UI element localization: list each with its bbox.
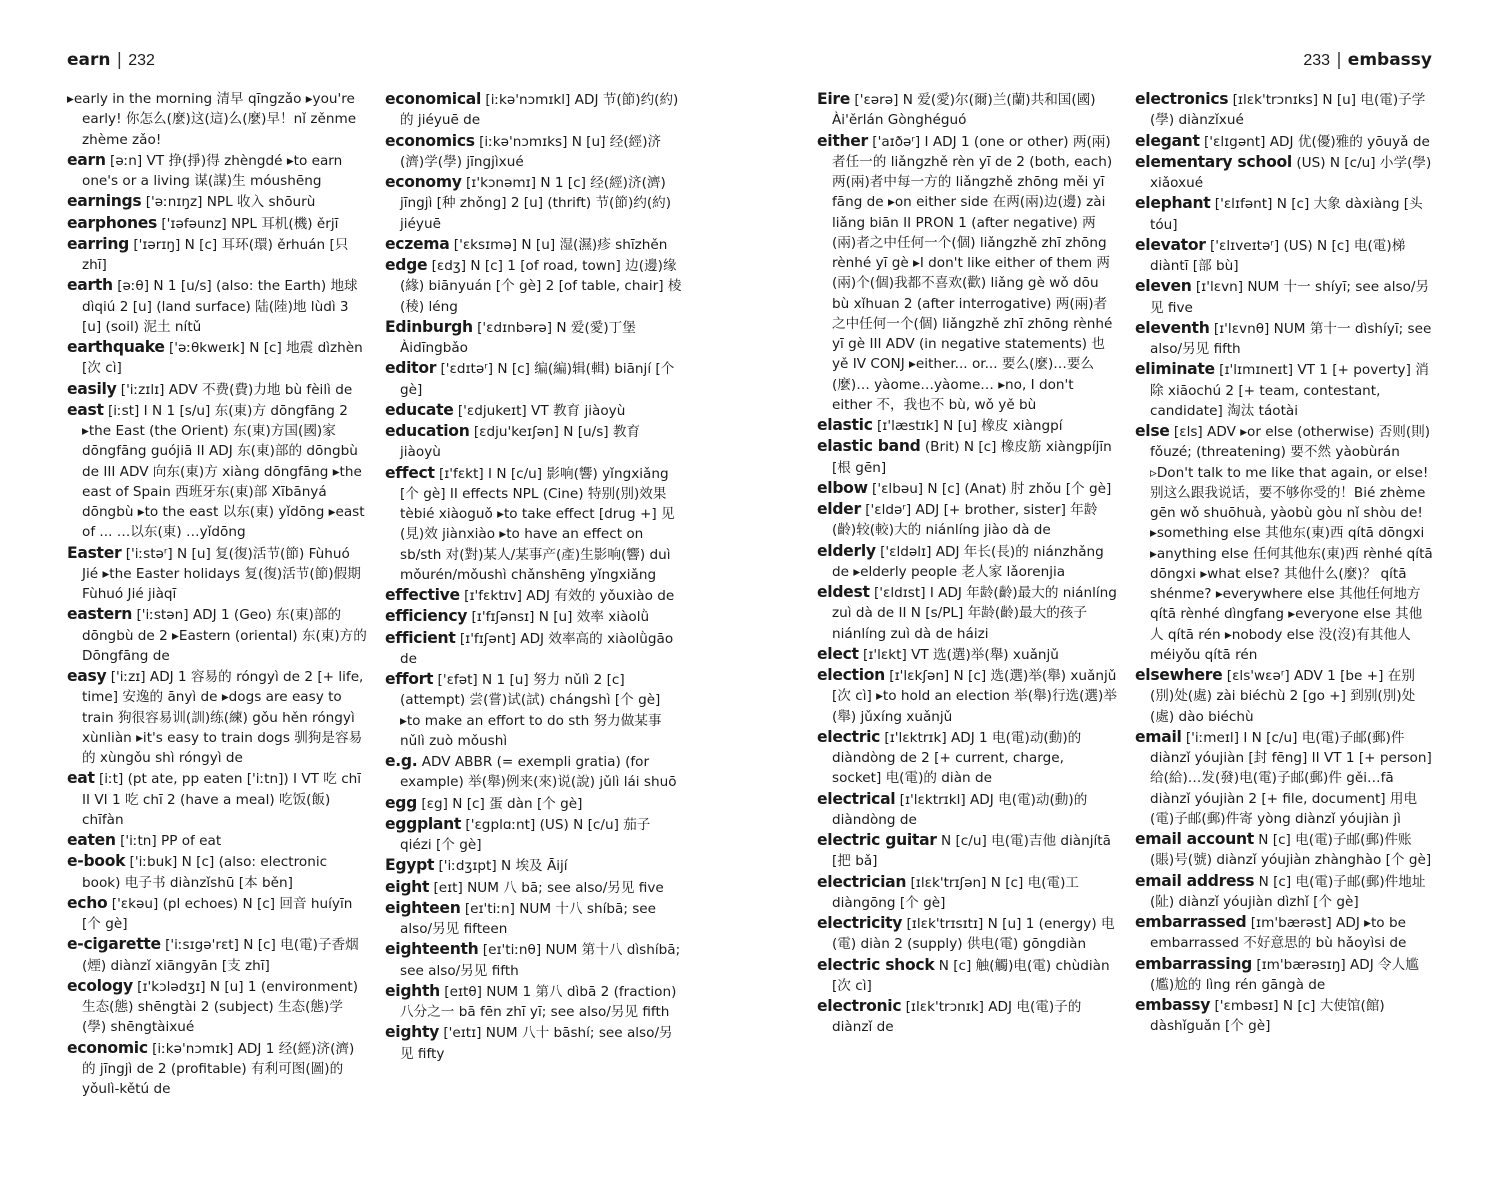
dictionary-entry bbox=[817, 89, 1117, 131]
dictionary-entry bbox=[1135, 152, 1435, 194]
headword: economic bbox=[67, 1038, 148, 1057]
headword: elect bbox=[817, 644, 859, 663]
entry-definition: [ɪ'lɛvnθ] NUM 第十一 dìshíyī; see also/另见 fifth bbox=[1150, 320, 1432, 357]
entry-definition: [ɪ'kɔnəmɪ] N 1 [c] 经(經)济(濟) jīngjì [种 zhǒng] 2 [u] (thrift) 节(節)约(約) jiéyuē bbox=[400, 175, 672, 232]
dictionary-entry bbox=[67, 191, 367, 212]
headword: editor bbox=[385, 359, 437, 378]
headword: edge bbox=[385, 256, 428, 274]
headword: eight bbox=[385, 877, 430, 896]
entry-definition: [iːst] I N 1 [s/u] 东(東)方 dōngfāng 2 ▸the East (the Orient) 东(東)方国(國)家 dōngfāng guójiā II ADJ 东(東)部的 dōngbù de III ADV 向东(東)方 xiàng dōngfāng ▸the east of Spain 西班牙东(東)部 Xībānyá dōngbù ▸to the east 以东(東) yǐdōng ▸east of ... …以东(東) …yǐdōng bbox=[82, 402, 365, 541]
headword: efficiency bbox=[385, 607, 468, 626]
dictionary-entry bbox=[67, 275, 367, 337]
dictionary-entry bbox=[385, 751, 685, 793]
dictionary-entry bbox=[385, 981, 685, 1023]
dictionary-entry bbox=[1135, 871, 1435, 913]
headword: egg bbox=[385, 793, 418, 812]
headword: eighteenth bbox=[385, 940, 479, 959]
entry-definition: ADV ABBR (= exempli gratia) (for example) 举(舉)例来(來)说(說) jǔlì lái shuō bbox=[400, 754, 677, 791]
entry-definition: [iːt] (pt ate, pp eaten ['iːtn]) I VT 吃 chī II VI 1 吃 chī 2 (have a meal) 吃饭(飯) chīfàn bbox=[82, 771, 362, 828]
entry-definition: ['eɪtɪ] NUM 八十 bāshí; see also/另见 fifty bbox=[400, 1025, 673, 1062]
entry-definition: [ɪlɛk'trɔnɪk] ADJ 电(電)子的 diànzǐ de bbox=[832, 999, 1082, 1036]
entry-definition: [ɪ'lɪmɪneɪt] VT 1 [+ poverty] 消除 xiāochú 2 [+ team, contestant, candidate] 淘汰 táotài bbox=[1150, 362, 1429, 419]
entry-definition: N [c] 电(電)子邮(郵)件账(賬)号(號) diànzǐ yóujiàn zhànghào [个 gè] bbox=[1150, 832, 1432, 869]
entry-definition: ['iːstən] ADJ 1 (Geo) 东(東)部的 dōngbù de 2 ▸Eastern (oriental) 东(東)方的 Dōngfāng de bbox=[82, 607, 367, 664]
entry-definition: ['ɛgplɑːnt] (US) N [c/u] 茄子 qiézi [个 gè] bbox=[400, 816, 651, 853]
entry-definition: ['iːzɪ] ADJ 1 容易的 róngyì de 2 [+ life, time] 安逸的 ānyì de ▸dogs are easy to train 狗很容易训(訓)练(練) gǒu hěn róngyì xùnliàn ▸it's easy to train dogs 驯狗是容易的 xùngǒu shì róngyì de bbox=[82, 669, 364, 766]
headword: electric shock bbox=[817, 955, 935, 974]
dictionary-entry bbox=[385, 585, 685, 606]
dictionary-entry bbox=[1135, 421, 1435, 665]
headword: Egypt bbox=[385, 856, 435, 875]
dictionary-entry bbox=[817, 665, 1117, 727]
entry-definition: [ɪ'fɛkt] I N [c/u] 影响(響) yǐngxiǎng [个 gè] II effects NPL (Cine) 特别(別)效果 tèbié xiàoguǒ ▸to take effect [drug +] 见(見)效 jiànxiào ▸to have an effect on sb/sth 对(對)某人/某事产(產)生影响(響) duì mǒurén/mǒushì chǎnshēng yǐngxiǎng bbox=[400, 465, 675, 583]
entry-definition: ['ɪərɪŋ] N [c] 耳环(環) ěrhuán [只 zhī] bbox=[82, 236, 349, 273]
headword: embassy bbox=[1135, 996, 1211, 1014]
entry-definition: N [c/u] 电(電)吉他 diànjítā [把 bǎ] bbox=[832, 833, 1111, 870]
dictionary-entry bbox=[1135, 193, 1435, 235]
headword: Easter bbox=[67, 543, 122, 562]
dictionary-entry bbox=[817, 541, 1117, 583]
entry-definition: ['ɛdɪtəʳ] N [c] 编(編)辑(輯) biānjí [个 gè] bbox=[400, 361, 675, 398]
headword: Edinburgh bbox=[385, 317, 473, 336]
headword: elevator bbox=[1135, 235, 1206, 254]
dictionary-entry bbox=[67, 893, 367, 935]
headword: electronics bbox=[1135, 90, 1229, 108]
entry-definition: [ɪ'lɛktrɪk] ADJ 1 电(電)动(動)的 diàndòng de 2 [+ current, charge, socket] 电(電)的 diàn de bbox=[832, 729, 1082, 787]
dictionary-entry bbox=[1135, 276, 1435, 318]
dictionary-entry bbox=[67, 1038, 367, 1100]
dictionary-entry bbox=[385, 606, 685, 627]
headword: eleventh bbox=[1135, 318, 1210, 337]
entry-definition: [ɪ'fɪʃənsɪ] N [u] 效率 xiàolǜ bbox=[471, 609, 650, 626]
headword: either bbox=[817, 131, 868, 150]
entry-definition: ['iːzɪlɪ] ADV 不费(費)力地 bù fèilì de bbox=[120, 381, 353, 398]
dictionary-entry bbox=[385, 358, 685, 400]
headword: earnings bbox=[67, 192, 142, 211]
page-number-left: 232 bbox=[128, 52, 155, 69]
entry-definition: ['iːbuk] N [c] (also: electronic book) 电子书 diànzǐshū [本 běn] bbox=[82, 854, 328, 891]
entry-definition: ['ɛldɪst] I ADJ 年龄(齡)最大的 niánlíng zuì dà de II N [s/PL] 年龄(齡)最大的孩子 niánlíng zuì dà de háizi bbox=[832, 585, 1117, 642]
headword: earth bbox=[67, 276, 113, 295]
dictionary-entry bbox=[67, 89, 367, 150]
headword: economics bbox=[385, 131, 475, 150]
dictionary-entry bbox=[817, 872, 1117, 914]
dictionary-entry bbox=[817, 830, 1117, 872]
dictionary-entry bbox=[67, 213, 367, 234]
dictionary-entry bbox=[817, 727, 1117, 789]
dictionary-entry bbox=[1135, 727, 1435, 829]
dictionary-entry bbox=[385, 89, 685, 131]
entry-definition: [iːkə'nɔmɪks] N [u] 经(經)济(濟)学(學) jīngjìxué bbox=[400, 133, 662, 170]
dictionary-entry bbox=[385, 814, 685, 856]
dictionary-entry bbox=[385, 317, 685, 359]
entry-definition: [ɪm'bærəsɪŋ] ADJ 令人尴(尷)尬的 lìng rén gāngà de bbox=[1150, 956, 1419, 993]
headword: eighty bbox=[385, 1023, 440, 1042]
entry-definition: [iːkə'nɔmɪk] ADJ 1 经(經)济(濟)的 jīngjì de 2 (profitable) 有利可图(圖)的 yǒulì-kětú de bbox=[82, 1040, 355, 1097]
guide-word-right: embassy bbox=[1347, 50, 1432, 70]
headword: electrician bbox=[817, 872, 907, 891]
headword: echo bbox=[67, 893, 108, 912]
header-separator: | bbox=[1336, 50, 1342, 70]
entry-definition: [eɪ'tiːn] NUM 十八 shíbā; see also/另见 fifteen bbox=[400, 900, 657, 937]
dictionary-entry bbox=[67, 337, 367, 379]
headword: easily bbox=[67, 379, 117, 398]
entry-definition: ['iːmeɪl] I N [c/u] 电(電)子邮(郵)件 diànzǐ yóujiàn [封 fēng] II VT 1 [+ person] 给(給)…发(發)电(電)子邮(郵)件 gěi…fā diànzǐ yóujiàn 2 [+ file, document] 用电(電)子邮(郵)件寄 yòng diànzǐ yóujiàn jì bbox=[1150, 729, 1432, 827]
dictionary-entry bbox=[1135, 235, 1435, 277]
entry-definition: [eɪt] NUM 八 bā; see also/另见 five bbox=[433, 879, 664, 896]
dictionary-entry bbox=[67, 851, 367, 893]
headword: electrical bbox=[817, 789, 896, 808]
headword: elderly bbox=[817, 541, 876, 560]
dictionary-entry bbox=[385, 793, 685, 814]
headword: elder bbox=[817, 500, 861, 518]
dictionary-entry bbox=[67, 543, 367, 605]
entry-definition: [eɪ'tiːnθ] NUM 第十八 dìshíbā; see also/另见 fifth bbox=[400, 942, 681, 979]
dictionary-entry bbox=[67, 379, 367, 400]
headword: election bbox=[817, 666, 885, 684]
dictionary-entry bbox=[385, 855, 685, 876]
headword: e-cigarette bbox=[67, 935, 161, 954]
dictionary-entry bbox=[67, 234, 367, 276]
dictionary-entry bbox=[1135, 954, 1435, 996]
headword: effort bbox=[385, 670, 434, 688]
dictionary-entry bbox=[1135, 131, 1435, 152]
entry-definition: ['iːstəʳ] N [u] 复(復)活节(節) Fùhuó Jié ▸the Easter holidays 复(復)活节(節)假期 Fùhuó Jié jiàqī bbox=[82, 545, 361, 602]
headword: eldest bbox=[817, 583, 870, 601]
entry-definition: ['əːθkweɪk] N [c] 地震 dìzhèn [次 cì] bbox=[82, 340, 363, 377]
dictionary-entry bbox=[385, 131, 685, 173]
entry-definition: (US) N [c/u] 小学(學) xiǎoxué bbox=[1150, 154, 1432, 191]
entry-definition: ['ɛmbəsɪ] N [c] 大使馆(館) dàshǐguǎn [个 gè] bbox=[1150, 998, 1385, 1035]
headword: elementary school bbox=[1135, 152, 1292, 171]
dictionary-entry bbox=[385, 669, 685, 751]
headword: eczema bbox=[385, 234, 450, 253]
dictionary-entry bbox=[817, 996, 1117, 1038]
entry-definition: [ɪ'lɛvn] NUM 十一 shíyī; see also/另见 five bbox=[1150, 279, 1430, 316]
entry-definition: ['ɛkəu] (pl echoes) N [c] 回音 huíyīn [个 gè] bbox=[82, 895, 353, 932]
entry-definition: ['aɪðəʳ] I ADJ 1 (one or other) 两(兩)者任一的 liǎngzhě rèn yī de 2 (both, each) 两(兩)者中每一方的 liǎngzhě zhōng měi yī fāng de ▸on either side 在两(兩)边(邊) zài liǎng biān II PRON 1 (after negative) 两(兩)者之中任何一个(個) liǎngzhě zhī zhōng rènhé yī gè ▸I don't like either of them 两(兩)个(個)我都不喜欢(歡) liǎng gè wǒ dōu bù xǐhuan 2 (after interrogative) 两(兩)者之中任何一个(個) liǎngzhě zhī zhōng rènhé yī gè III ADV (in negative statements) 也 yě IV CONJ ▸either... or... 要么(麼)…要么(麼)… yàome…yàome… ▸no, I don't either 不，我也不 bù, wǒ yě bù bbox=[832, 133, 1113, 413]
entry-definition: ▸early in the morning 清早 qīngzǎo ▸you're early! 你怎么(麼)这(這)么(麼)早！nǐ zěnme zhème zǎo! bbox=[67, 91, 357, 148]
headword: Eire bbox=[817, 90, 851, 108]
entry-definition: N [c] 电(電)子邮(郵)件地址(阯) diànzǐ yóujiàn dìzhǐ [个 gè] bbox=[1150, 873, 1426, 910]
headword: earthquake bbox=[67, 338, 165, 356]
dictionary-entry bbox=[817, 131, 1117, 416]
entry-definition: [ɪlɛk'trɪʃən] N [c] 电(電)工 diàngōng [个 gè] bbox=[832, 874, 1079, 911]
headword: elbow bbox=[817, 478, 868, 497]
entry-definition: ['əːnɪŋz] NPL 收入 shōurù bbox=[145, 194, 316, 211]
entry-definition: [ɪ'fɛktɪv] ADJ 有效的 yǒuxiào de bbox=[464, 588, 675, 604]
entry-definition: [ɛdʒ] N [c] 1 [of road, town] 边(邊)缘(緣) biānyuán [个 gè] 2 [of table, chair] 棱(稜) léng bbox=[400, 258, 682, 315]
dictionary-entry bbox=[385, 172, 685, 234]
headword: eighteen bbox=[385, 898, 461, 917]
headword: efficient bbox=[385, 628, 456, 647]
headword: elsewhere bbox=[1135, 666, 1223, 684]
running-head-right bbox=[1303, 50, 1432, 70]
entry-definition: ['ɛlɪfənt] N [c] 大象 dàxiàng [头 tóu] bbox=[1150, 196, 1423, 233]
entry-definition: ['ɪəfəunz] NPL 耳机(機) ěrjī bbox=[161, 215, 339, 232]
dictionary-entry bbox=[817, 913, 1117, 955]
dictionary-entry bbox=[385, 939, 685, 981]
headword: email address bbox=[1135, 871, 1255, 890]
headword: eastern bbox=[67, 605, 133, 624]
headword: e.g. bbox=[385, 752, 418, 770]
dictionary-entry bbox=[67, 150, 367, 192]
entry-definition: ['ɛksɪmə] N [u] 湿(濕)疹 shīzhěn bbox=[453, 236, 668, 253]
entry-definition: ['ɛlɪgənt] ADJ 优(優)雅的 yōuyǎ de bbox=[1203, 133, 1430, 150]
dictionary-entry bbox=[385, 421, 685, 463]
page-number-right: 233 bbox=[1303, 52, 1331, 69]
headword: electric bbox=[817, 727, 881, 746]
dictionary-entry bbox=[67, 830, 367, 851]
headword: education bbox=[385, 422, 470, 440]
entry-definition: [eɪtθ] NUM 1 第八 dìbā 2 (fraction) 八分之一 bā fēn zhī yī; see also/另见 fifth bbox=[400, 983, 677, 1020]
headword: embarrassed bbox=[1135, 913, 1247, 931]
dictionary-entry bbox=[67, 934, 367, 976]
dictionary-entry bbox=[67, 768, 367, 830]
headword: electronic bbox=[817, 997, 902, 1015]
headword: educate bbox=[385, 400, 454, 419]
dictionary-column-2 bbox=[385, 89, 685, 1064]
dictionary-entry bbox=[385, 463, 685, 586]
headword: email bbox=[1135, 727, 1182, 746]
dictionary-entry bbox=[1135, 995, 1435, 1037]
dictionary-entry bbox=[817, 478, 1117, 499]
dictionary-entry bbox=[385, 234, 685, 255]
dictionary-entry bbox=[1135, 359, 1435, 421]
headword: east bbox=[67, 400, 104, 419]
headword: elegant bbox=[1135, 131, 1200, 150]
entry-definition: [ɛg] N [c] 蛋 dàn [个 gè] bbox=[421, 795, 583, 812]
entry-definition: ['ɛldəʳ] ADJ [+ brother, sister] 年龄(齡)较(較)大的 niánlíng jiào dà de bbox=[832, 502, 1098, 539]
headword: e-book bbox=[67, 852, 126, 871]
dictionary-entry bbox=[1135, 89, 1435, 131]
dictionary-entry bbox=[385, 255, 685, 317]
dictionary-entry bbox=[67, 400, 367, 543]
dictionary-entry bbox=[385, 898, 685, 940]
entry-definition: [ɛls] ADV ▸or else (otherwise) 否则(則) fǒuzé; (threatening) 要不然 yàobùrán ▹Don't talk to me like that again, or else! 别这么跟我说话，要不够你受的！Bié zhème gēn wǒ shuōhuà, yàobù gòu nǐ shòu de! ▸something else 其他东(東)西 qítā dōngxi ▸anything else 任何其他东(東)西 rènhé qítā dōngxi ▸what else? 其他什么(麼)？ qítā shénme? ▸everywhere else 其他任何地方 qítā rènhé dìngfang ▸everyone else 其他人 qítā rén ▸nobody else 没(沒)有其他人 méiyǒu qítā rén bbox=[1150, 424, 1433, 663]
dictionary-entry bbox=[385, 1022, 685, 1064]
guide-word-left: earn bbox=[67, 50, 111, 70]
headword: earn bbox=[67, 150, 106, 169]
entry-definition: [ɪ'lɛktrɪkl] ADJ 电(電)动(動)的 diàndòng de bbox=[832, 791, 1088, 828]
headword: email account bbox=[1135, 830, 1254, 848]
dictionary-column-4 bbox=[1135, 89, 1435, 1037]
dictionary-entry bbox=[67, 666, 367, 768]
entry-definition: ['iːdʒɪpt] N 埃及 Āijí bbox=[438, 858, 568, 875]
headword: eighth bbox=[385, 981, 440, 1000]
headword: eat bbox=[67, 769, 95, 788]
entry-definition: [əːn] VT 挣(掙)得 zhèngdé ▸to earn one's or a living 谋(謀)生 móushēng bbox=[82, 152, 343, 189]
headword: eliminate bbox=[1135, 360, 1215, 379]
entry-definition: ['ɛldəlɪ] ADJ 年长(長)的 niánzhǎng de ▸elderly people 老人家 lǎorenjia bbox=[832, 543, 1104, 580]
dictionary-entry bbox=[67, 976, 367, 1038]
dictionary-column-1 bbox=[67, 89, 367, 1099]
dictionary-entry bbox=[1135, 829, 1435, 871]
headword: electricity bbox=[817, 914, 903, 932]
entry-definition: ['ɛlɪveɪtəʳ] (US) N [c] 电(電)梯 diàntī [部 bù] bbox=[1150, 237, 1406, 274]
running-head-left bbox=[67, 50, 155, 70]
entry-definition: [ɛdju'keɪʃən] N [u/s] 教育 jiàoyù bbox=[400, 424, 641, 461]
headword: eggplant bbox=[385, 814, 462, 833]
entry-definition: [ɪ'lɛkt] VT 选(選)举(舉) xuǎnjǔ bbox=[863, 646, 1059, 663]
headword: eaten bbox=[67, 831, 116, 849]
dictionary-entry bbox=[1135, 318, 1435, 360]
entry-definition: [ɪ'læstɪk] N [u] 橡皮 xiàngpí bbox=[877, 418, 1063, 434]
entry-definition: ['ɛdjukeɪt] VT 教育 jiàoyù bbox=[457, 402, 626, 419]
dictionary-column-3 bbox=[817, 89, 1117, 1038]
dictionary-entry bbox=[1135, 912, 1435, 954]
entry-definition: [əːθ] N 1 [u/s] (also: the Earth) 地球 dìqiú 2 [u] (land surface) 陆(陸)地 lùdì 3 [u] (soil) 泥土 nítǔ bbox=[82, 278, 358, 335]
dictionary-entry bbox=[817, 499, 1117, 541]
headword: earring bbox=[67, 234, 129, 253]
headword: economy bbox=[385, 173, 462, 191]
dictionary-entry bbox=[817, 582, 1117, 644]
dictionary-entry bbox=[817, 789, 1117, 831]
headword: elastic bbox=[817, 416, 873, 434]
dictionary-entry bbox=[817, 415, 1117, 436]
headword: elephant bbox=[1135, 194, 1211, 213]
dictionary-entry bbox=[385, 877, 685, 898]
entry-definition: [ɪlɛk'trɪsɪtɪ] N [u] 1 (energy) 电(電) diàn 2 (supply) 供电(電) gōngdiàn bbox=[832, 916, 1115, 953]
entry-definition: [ɛls'wɛəʳ] ADV 1 [be +] 在别(別)处(處) zài biéchù 2 [go +] 到别(別)处(處) dào biéchù bbox=[1150, 668, 1416, 725]
header-separator: | bbox=[116, 50, 123, 70]
headword: else bbox=[1135, 422, 1170, 440]
headword: earphones bbox=[67, 213, 158, 232]
headword: easy bbox=[67, 667, 107, 685]
entry-definition: [ɪ'lɛkʃən] N [c] 选(選)举(舉) xuǎnjǔ [次 cì] ▸to hold an election 举(舉)行选(選)举(舉) jǔxíng xuǎnjǔ bbox=[832, 668, 1117, 725]
headword: elastic band bbox=[817, 437, 921, 456]
entry-definition: N [c] 触(觸)电(電) chùdiàn [次 cì] bbox=[832, 957, 1110, 994]
dictionary-entry bbox=[817, 436, 1117, 478]
headword: eleven bbox=[1135, 277, 1192, 296]
dictionary-entry bbox=[385, 400, 685, 421]
headword: ecology bbox=[67, 976, 133, 995]
entry-definition: ['ɛərə] N 爱(愛)尔(爾)兰(蘭)共和国(國) Ài'ěrlán Gònghéguó bbox=[832, 92, 1096, 129]
dictionary-entry bbox=[1135, 665, 1435, 727]
dictionary-entry bbox=[817, 955, 1117, 997]
entry-definition: (Brit) N [c] 橡皮筋 xiàngpíjīn [根 gēn] bbox=[832, 439, 1112, 476]
headword: effect bbox=[385, 463, 435, 482]
entry-definition: [ɪlɛk'trɔnɪks] N [u] 电(電)子学(學) diànzǐxué bbox=[1150, 92, 1426, 129]
entry-definition: [ɪ'kɔlədʒɪ] N [u] 1 (environment) 生态(態) shēngtài 2 (subject) 生态(態)学(學) shēngtàixué bbox=[82, 978, 359, 1036]
entry-definition: [iːkə'nɔmɪkl] ADJ 节(節)约(約)的 jiéyuē de bbox=[400, 92, 679, 129]
headword: embarrassing bbox=[1135, 954, 1252, 973]
dictionary-entry bbox=[67, 604, 367, 666]
entry-definition: [ɪm'bærəst] ADJ ▸to be embarrassed 不好意思的 bù hǎoyìsi de bbox=[1150, 915, 1407, 952]
dictionary-entry bbox=[385, 628, 685, 670]
entry-definition: [ɪ'fɪʃənt] ADJ 效率高的 xiàolǜgāo de bbox=[400, 630, 674, 667]
headword: economical bbox=[385, 90, 482, 108]
entry-definition: ['iːsɪgə'rɛt] N [c] 电(電)子香烟(煙) diànzǐ xiāngyān [支 zhī] bbox=[82, 937, 359, 974]
entry-definition: ['iːtn] PP of eat bbox=[120, 833, 222, 849]
headword: effective bbox=[385, 586, 460, 604]
entry-definition: ['ɛfət] N 1 [u] 努力 nǔlì 2 [c] (attempt) 尝(嘗)试(試) chángshì [个 gè] ▸to make an effort to do sth 努力做某事 nǔlì zuò mǒushì bbox=[400, 672, 662, 749]
dictionary-entry bbox=[817, 644, 1117, 665]
headword: electric guitar bbox=[817, 831, 937, 849]
entry-definition: ['ɛlbəu] N [c] (Anat) 肘 zhǒu [个 gè] bbox=[872, 480, 1112, 497]
entry-definition: ['ɛdɪnbərə] N 爱(愛)丁堡 Àidīngbǎo bbox=[400, 319, 636, 356]
